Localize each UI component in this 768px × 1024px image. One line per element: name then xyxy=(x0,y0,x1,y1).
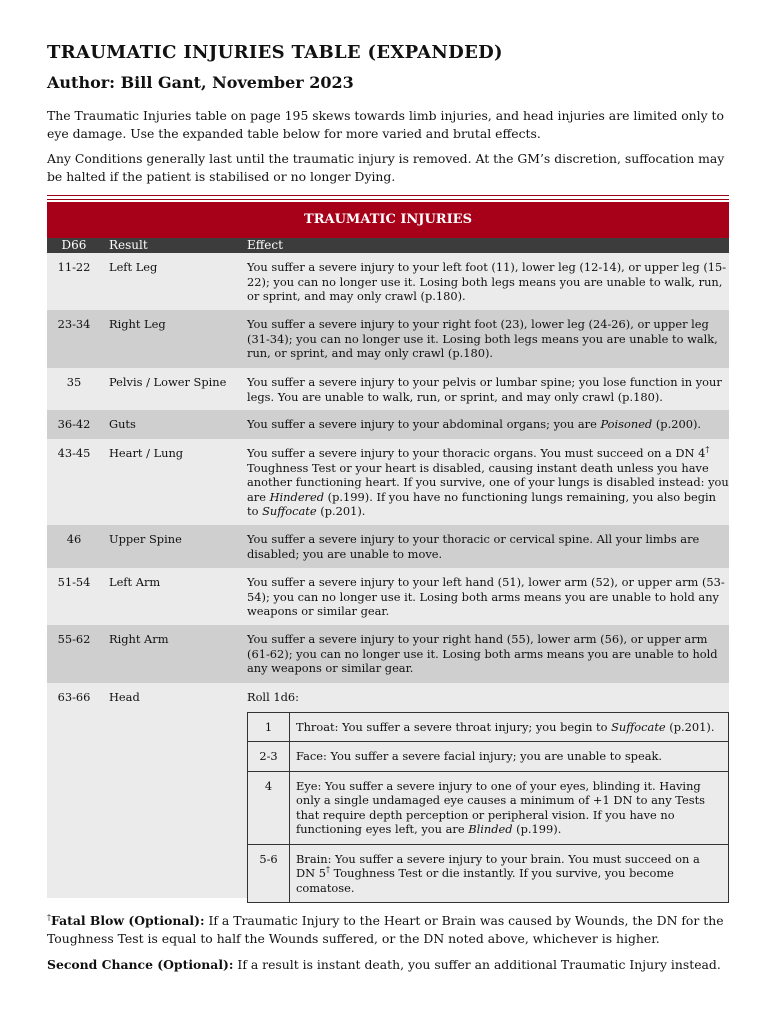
document-page xyxy=(47,38,729,982)
dagger-mark: † xyxy=(47,912,51,922)
divider-rule xyxy=(47,195,729,200)
subtable-text: Eye: You suffer a severe injury to one of your eyes, blinding it. Having only a single undamaged eye causes a minimum of +1 DN to any Tests that require depth perception or peripheral vision. If you have no functioning eyes left, you are Blinded (p.199). xyxy=(296,778,705,836)
table-row xyxy=(47,410,729,439)
note-second-chance: Second Chance (Optional): If a result is instant death, you suffer an additional Traumatic Injury instead. xyxy=(47,957,721,972)
subtable-roll: 4 xyxy=(248,772,290,844)
table-row xyxy=(47,683,729,898)
row-d66: 36-42 xyxy=(57,417,91,431)
roll-instruction: Roll 1d6: xyxy=(247,690,299,704)
header-d66: D66 xyxy=(61,238,87,252)
row-result: Head xyxy=(109,690,140,704)
row-result: Right Leg xyxy=(109,317,166,331)
row-d66: 63-66 xyxy=(57,690,91,704)
dagger-mark: † xyxy=(325,865,330,875)
table-row xyxy=(47,439,729,525)
dagger-mark: † xyxy=(705,445,710,455)
table-row xyxy=(47,368,729,410)
subtable-row xyxy=(248,713,728,742)
row-d66: 46 xyxy=(66,532,82,546)
subtable-roll: 5-6 xyxy=(248,845,290,903)
row-effect: You suffer a severe injury to your left hand (51), lower arm (52), or upper arm (53-54); you can no longer use it. Losing both arms means you are unable to hold any weapons or similar gear. xyxy=(247,575,725,618)
subtable-row xyxy=(248,741,728,771)
row-effect: You suffer a severe injury to your abdominal organs; you are Poisoned (p.200). xyxy=(247,417,702,431)
note-fatal-blow: †Fatal Blow (Optional): If a Traumatic Injury to the Heart or Brain was caused by Wounds, the DN for the Toughness Test is equal to half the Wounds suffered, or the DN noted above, whichever is higher. xyxy=(47,912,724,946)
row-result: Right Arm xyxy=(109,632,169,646)
row-d66: 35 xyxy=(66,375,82,389)
row-effect xyxy=(240,683,729,898)
row-effect: You suffer a severe injury to your thoracic or cervical spine. All your limbs are disabled; you are unable to move. xyxy=(247,532,700,561)
header-result: Result xyxy=(109,238,148,252)
table-row xyxy=(47,568,729,625)
subtable-text: Brain: You suffer a severe injury to your brain. You must succeed on a DN 5† Toughness Test or die instantly. If you survive, you become comatose. xyxy=(296,851,700,895)
author-line: Author: Bill Gant, November 2023 xyxy=(47,73,354,92)
row-effect: You suffer a severe injury to your thoracic organs. You must succeed on a DN 4† Toughness Test or your heart is disabled, causing instant death unless you have another functioning heart. If you survive, one of your lungs is disabled instead: you are Hindered (p.199). If you have no functioning lungs remaining, you also begin to Suffocate (p.201). xyxy=(247,445,729,518)
row-effect: You suffer a severe injury to your left foot (11), lower leg (12-14), or upper leg (15-22); you can no longer use it. Losing both legs means you are unable to walk, run, or sprint, and may only crawl (p.180). xyxy=(247,260,727,303)
row-result: Guts xyxy=(109,417,136,431)
subtable-row xyxy=(248,771,728,844)
table-title: TRAUMATIC INJURIES xyxy=(47,202,729,238)
row-result: Heart / Lung xyxy=(109,446,184,460)
intro-paragraph-2: Any Conditions generally last until the traumatic injury is removed. At the GM’s discretion, suffocation may be halted if the patient is stabilised or no longer Dying. xyxy=(47,151,725,184)
table-row xyxy=(47,525,729,568)
row-d66: 51-54 xyxy=(57,575,91,589)
subtable-row xyxy=(248,844,728,903)
row-effect: You suffer a severe injury to your right hand (55), lower arm (56), or upper arm (61-62); you can no longer use it. Losing both arms means you are unable to hold any weapons or similar gear. xyxy=(247,632,718,675)
row-effect: You suffer a severe injury to your right foot (23), lower leg (24-26), or upper leg (31-34); you can no longer use it. Losing both legs means you are unable to walk, run, or sprint, and may only crawl (p.180). xyxy=(247,317,718,360)
table-header-row xyxy=(47,238,729,253)
row-result: Pelvis / Lower Spine xyxy=(109,375,227,389)
subtable-text: Face: You suffer a severe facial injury; you are unable to speak. xyxy=(296,749,663,763)
head-subtable xyxy=(247,712,729,904)
row-d66: 11-22 xyxy=(57,260,91,274)
row-effect: You suffer a severe injury to your pelvis or lumbar spine; you lose function in your legs. You are unable to walk, run, or sprint, and may only crawl (p.180). xyxy=(247,375,722,404)
injuries-table xyxy=(47,202,729,898)
subtable-roll: 2-3 xyxy=(248,742,290,771)
row-d66: 55-62 xyxy=(57,632,91,646)
table-row xyxy=(47,625,729,683)
subtable-text: Throat: You suffer a severe throat injury; you begin to Suffocate (p.201). xyxy=(296,719,715,734)
row-d66: 43-45 xyxy=(57,446,91,460)
table-row xyxy=(47,253,729,310)
table-row xyxy=(47,310,729,368)
subtable-roll: 1 xyxy=(248,713,290,742)
row-d66: 23-34 xyxy=(57,317,91,331)
header-effect: Effect xyxy=(247,238,283,252)
footnotes xyxy=(47,912,729,974)
intro-paragraph-1: The Traumatic Injuries table on page 195 skews towards limb injuries, and head injuries are limited only to eye damage. Use the expanded table below for more varied and brutal effects. xyxy=(47,108,724,141)
page-title: TRAUMATIC INJURIES TABLE (EXPANDED) xyxy=(47,42,503,63)
row-result: Left Arm xyxy=(109,575,161,589)
row-result: Left Leg xyxy=(109,260,158,274)
row-result: Upper Spine xyxy=(109,532,182,546)
